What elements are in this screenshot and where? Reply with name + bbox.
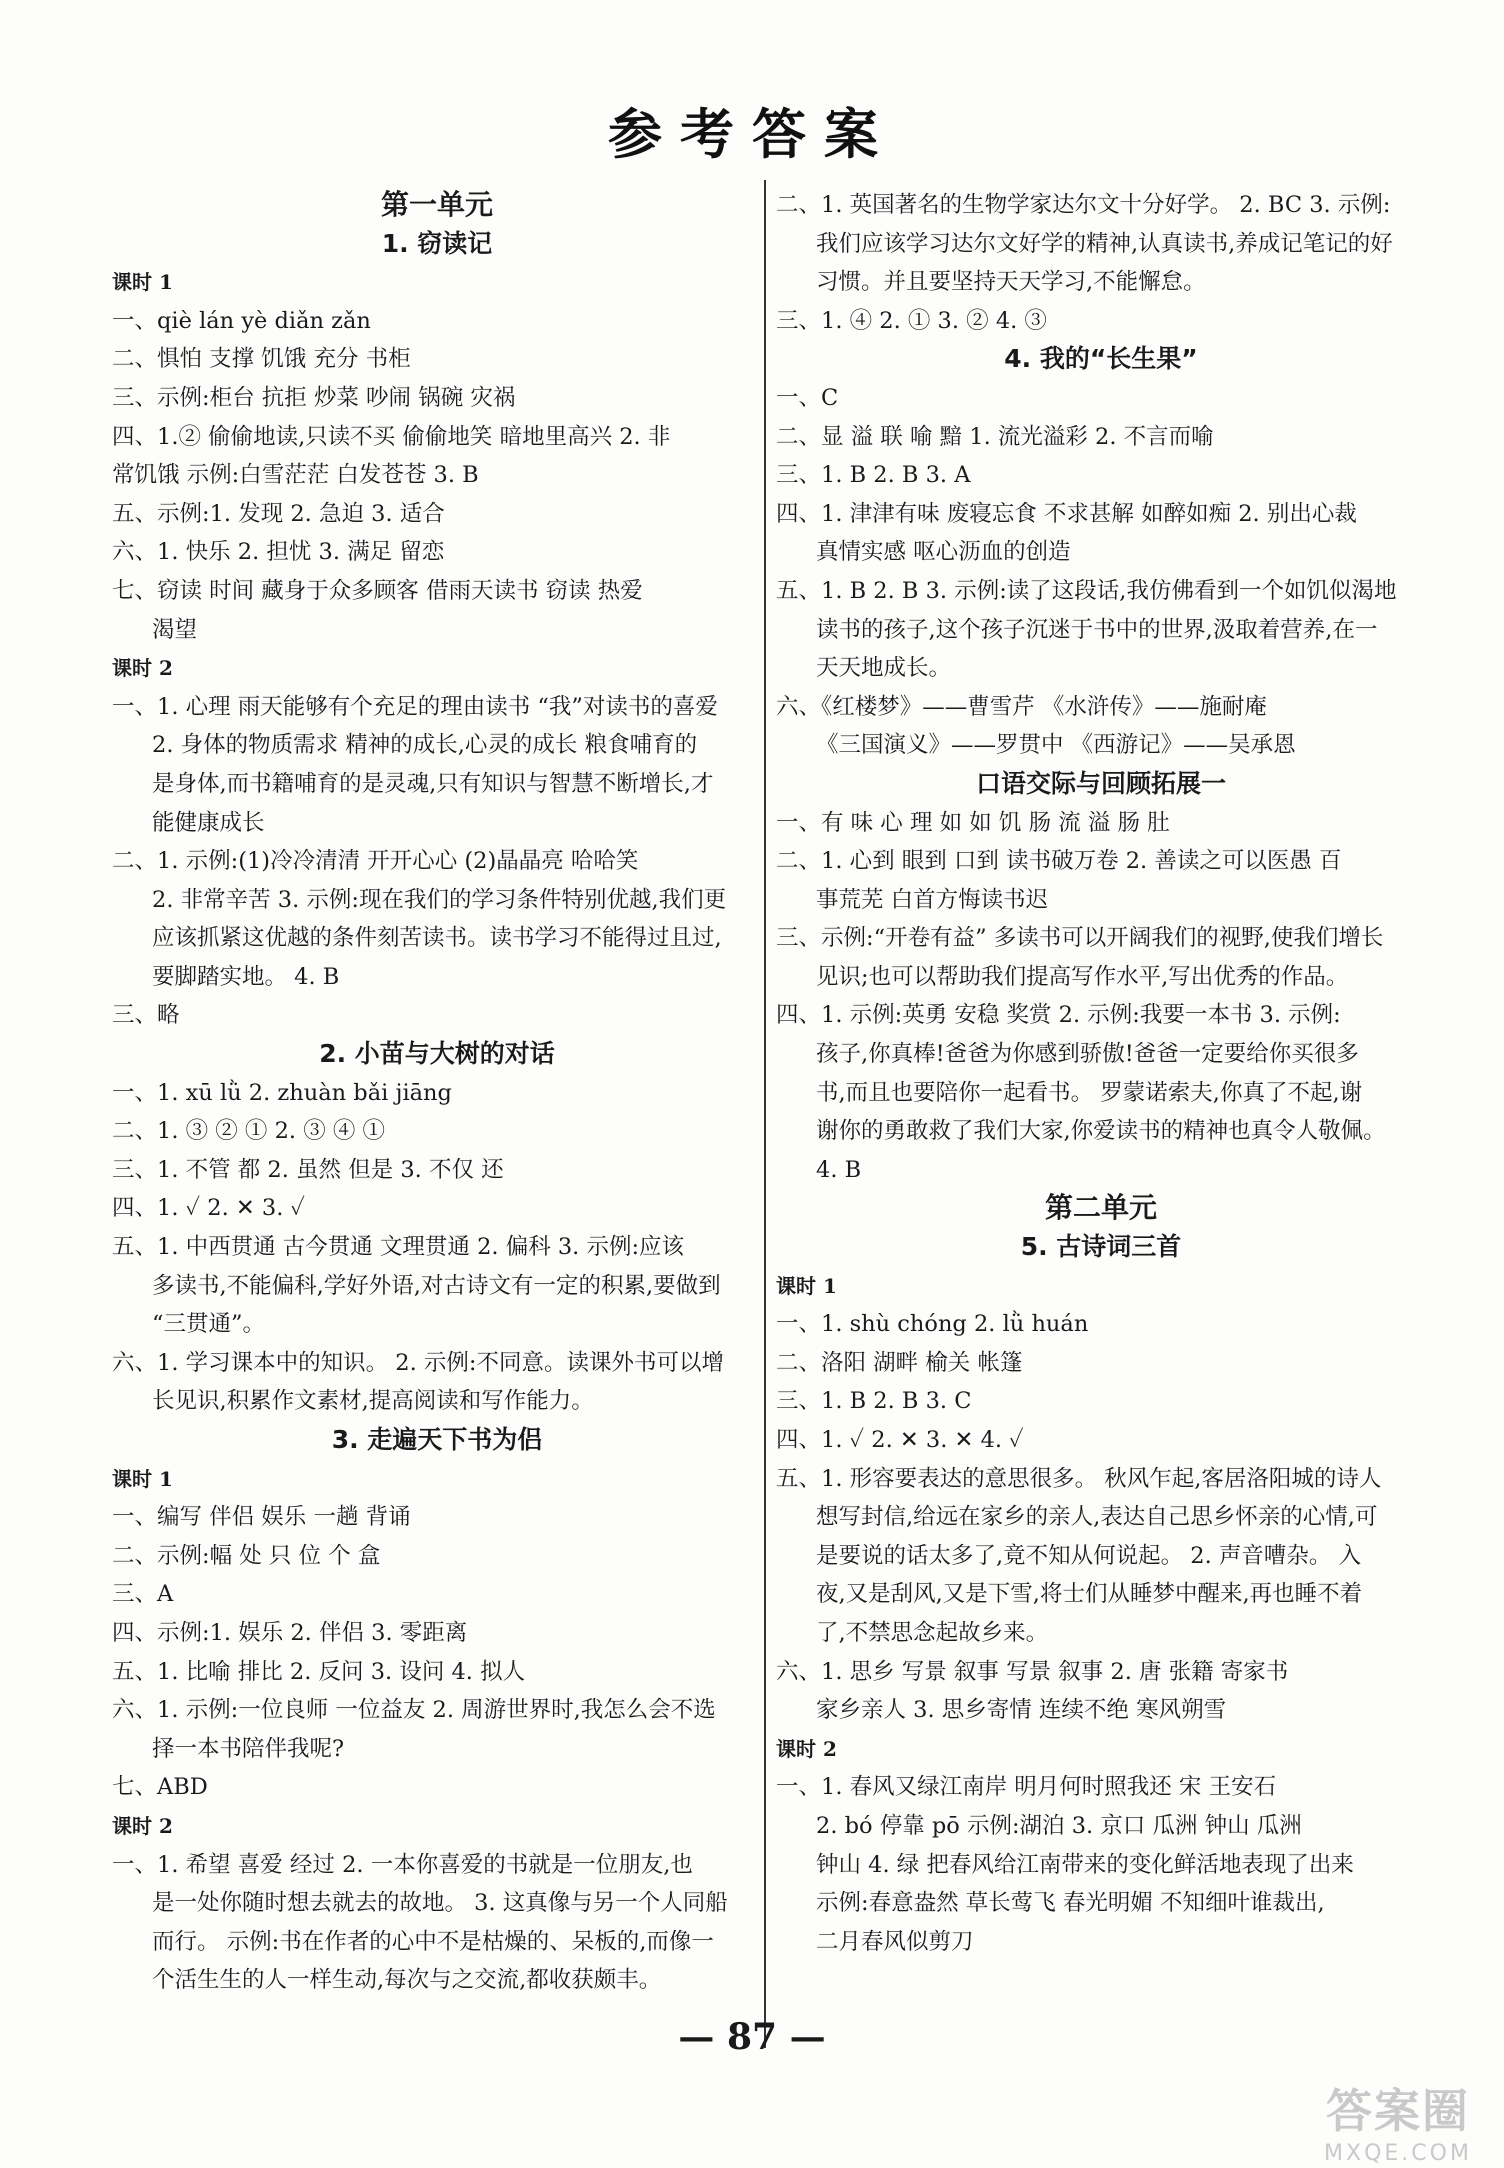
page-title: 参考答案 — [608, 103, 896, 166]
answer-line: 三、1. B 2. B 3. C — [776, 1388, 972, 1415]
answer-line: 四、1. 津津有味 废寝忘食 不求甚解 如醉如痴 2. 别出心裁 — [776, 500, 1357, 527]
answer-line: 多读书,不能偏科,学好外语,对古诗文有一定的积累,要做到 — [152, 1272, 721, 1299]
answer-line: 二、1. ③ ② ① 2. ③ ④ ① — [112, 1118, 385, 1145]
lesson-heading: 3. 走遍天下书为侣 — [331, 1425, 543, 1454]
answer-line: 是一处你随时想去就去的故地。 3. 这真像与另一个人同船 — [152, 1890, 728, 1917]
unit-heading: 第二单元 — [1044, 1191, 1157, 1225]
answer-line: 示例:春意盎然 草长莺飞 春光明媚 不知细叶谁裁出, — [816, 1890, 1325, 1917]
answer-line: 渴望 — [152, 616, 198, 643]
answer-line: 六、1. 快乐 2. 担忧 3. 满足 留恋 — [112, 539, 445, 566]
answer-line: 一、1. 心理 雨天能够有个充足的理由读书 “我”对读书的喜爱 — [112, 693, 718, 720]
lesson-heading: 1. 窃读记 — [381, 228, 493, 258]
answer-line: 四、1. ✓ 2. ✕ 3. ✓ — [112, 1195, 306, 1222]
page-number: — 87 — — [678, 2016, 826, 2058]
unit-heading: 第一单元 — [380, 188, 493, 221]
answer-line: 二、显 溢 联 喻 黯 1. 流光溢彩 2. 不言而喻 — [776, 423, 1214, 450]
answer-line: 一、qiè lán yè diǎn zǎn — [112, 307, 371, 334]
answer-line: 天天地成长。 — [816, 655, 952, 682]
answer-line: 四、1. ✓ 2. ✕ 3. ✕ 4. ✓ — [776, 1427, 1024, 1453]
answer-line: 读书的孩子,这个孩子沉迷于书中的世界,汲取着营养,在一 — [816, 616, 1378, 643]
answer-line: 而行。 示例:书在作者的心中不是枯燥的、呆板的,而像一 — [152, 1928, 714, 1955]
answer-line: 二、惧怕 支撑 饥饿 充分 书柜 — [112, 346, 411, 373]
answer-line: 六、《红楼梦》——曹雪芹 《水浒传》——施耐庵 — [776, 693, 1267, 720]
answer-line: 谢你的勇敢救了我们大家,你爱读书的精神也真令人敬佩。 — [816, 1118, 1386, 1145]
answer-line: “三贯通”。 — [152, 1311, 266, 1338]
answer-line: 五、1. 比喻 排比 2. 反问 3. 设问 4. 拟人 — [112, 1658, 526, 1685]
answer-line: 想写封信,给远在家乡的亲人,表达自己思乡怀亲的心情,可 — [816, 1504, 1378, 1531]
answer-line: 孩子,你真棒!爸爸为你感到骄傲!爸爸一定要给你买很多 — [816, 1041, 1359, 1068]
watermark-text: 答案圈 — [1326, 2083, 1470, 2138]
answer-line: 了,不禁思念起故乡来。 — [816, 1619, 1049, 1646]
answer-line: 2. bó 停靠 pō 示例:湖泊 3. 京口 瓜洲 钟山 瓜洲 — [816, 1812, 1302, 1839]
answer-line: 七、窃读 时间 藏身于众多顾客 借雨天读书 窃读 热爱 — [112, 577, 643, 604]
answer-line: 六、1. 思乡 写景 叙事 写景 叙事 2. 唐 张籍 寄家书 — [776, 1658, 1289, 1685]
answer-line: 三、A — [112, 1581, 174, 1608]
answer-line: 一、1. 希望 喜爱 经过 2. 一本你喜爱的书就是一位朋友,也 — [112, 1851, 693, 1878]
answer-line: 二、洛阳 湖畔 榆关 帐篷 — [776, 1349, 1023, 1376]
answer-line: 常饥饿 示例:白雪茫茫 白发苍苍 3. B — [112, 462, 479, 489]
answer-line: 长见识,积累作文素材,提高阅读和写作能力。 — [152, 1388, 594, 1415]
answer-line: 见识;也可以帮助我们提高写作水平,写出优秀的作品。 — [816, 963, 1349, 990]
answer-line: 七、ABD — [112, 1774, 208, 1801]
answer-line: 钟山 4. 绿 把春风给江南带来的变化鲜活地表现了出来 — [816, 1851, 1354, 1878]
answer-line: 二月春风似剪刀 — [816, 1928, 974, 1955]
answer-line: 一、编写 伴侣 娱乐 一趟 背诵 — [112, 1504, 411, 1531]
answer-line: 二、1. 心到 眼到 口到 读书破万卷 2. 善读之可以医愚 百 — [776, 848, 1342, 875]
answer-line: 真情实感 呕心沥血的创造 — [816, 539, 1071, 566]
lesson-heading: 4. 我的“长生果” — [1004, 344, 1198, 374]
answer-line: 2. 身体的物质需求 精神的成长,心灵的成长 粮食哺育的 — [152, 732, 698, 759]
answer-line: 择一本书陪伴我呢? — [152, 1735, 345, 1762]
answer-line: 一、C — [776, 384, 839, 411]
answer-line: 五、1. 形容要表达的意思很多。 秋风乍起,客居洛阳城的诗人 — [776, 1465, 1382, 1492]
answer-line: 二、1. 示例:(1)冷冷清清 开开心心 (2)晶晶亮 哈哈笑 — [112, 848, 639, 875]
answer-line: 2. 非常辛苦 3. 示例:现在我们的学习条件特别优越,我们更 — [152, 886, 727, 913]
answer-line: 三、1. 不管 都 2. 虽然 但是 3. 不仅 还 — [112, 1156, 504, 1183]
lesson-heading: 2. 小苗与大树的对话 — [319, 1039, 555, 1069]
answer-line: 我们应该学习达尔文好学的精神,认真读书,养成记笔记的好 — [816, 230, 1393, 257]
answer-line: 三、示例:柜台 抗拒 炒菜 吵闹 锅碗 灾祸 — [112, 384, 516, 411]
lesson-period-label: 课时 1 — [776, 1273, 837, 1298]
answer-line: 一、1. xū lǜ 2. zhuàn bǎi jiāng — [112, 1079, 452, 1106]
lesson-period-label: 课时 2 — [112, 1813, 173, 1838]
lesson-period-label: 课时 2 — [112, 656, 173, 681]
answer-line: 四、1. 示例:英勇 安稳 奖赏 2. 示例:我要一本书 3. 示例: — [776, 1002, 1341, 1029]
answer-line: 能健康成长 — [152, 809, 265, 836]
answer-line: 是要说的话太多了,竟不知从何说起。 2. 声音嘈杂。 入 — [816, 1542, 1362, 1569]
answer-line: 个活生生的人一样生动,每次与之交流,都收获颇丰。 — [152, 1967, 662, 1994]
answer-line: 一、1. shù chóng 2. lǜ huán — [776, 1311, 1089, 1338]
answer-line: 三、1. ④ 2. ① 3. ② 4. ③ — [776, 307, 1047, 334]
answer-line: 一、1. 春风又绿江南岸 明月何时照我还 宋 王安石 — [776, 1774, 1277, 1801]
answer-line: 五、示例:1. 发现 2. 急迫 3. 适合 — [112, 500, 445, 527]
left-column — [112, 186, 762, 2000]
answer-line: 四、1.② 偷偷地读,只读不买 偷偷地笑 暗地里高兴 2. 非 — [112, 423, 671, 450]
answer-line: 书,而且也要陪你一起看书。 罗蒙诺索夫,你真了不起,谢 — [816, 1079, 1363, 1106]
answer-line: 要脚踏实地。 4. B — [152, 963, 340, 990]
answer-line: 六、1. 学习课本中的知识。 2. 示例:不同意。读课外书可以增 — [112, 1349, 724, 1376]
watermark-url: MXQE.COM — [1324, 2140, 1472, 2166]
answer-line: 一、有 味 心 理 如 如 饥 肠 流 溢 肠 肚 — [776, 809, 1170, 836]
lesson-period-label: 课时 1 — [112, 1466, 173, 1491]
lesson-period-label: 课时 2 — [776, 1736, 837, 1761]
answer-line: 《三国演义》——罗贯中 《西游记》——吴承恩 — [816, 732, 1296, 759]
answer-line: 五、1. 中西贯通 古今贯通 文理贯通 2. 偏科 3. 示例:应该 — [112, 1234, 685, 1261]
answer-line: 应该抓紧这优越的条件刻苦读书。读书学习不能得过且过, — [152, 925, 722, 952]
answer-line: 二、示例:幅 处 只 位 个 盒 — [112, 1542, 381, 1569]
answer-line: 五、1. B 2. B 3. 示例:读了这段话,我仿佛看到一个如饥似渴地 — [776, 577, 1397, 604]
lesson-heading: 口语交际与回顾拓展一 — [975, 768, 1226, 798]
answer-line: 二、1. 英国著名的生物学家达尔文十分好学。 2. BC 3. 示例: — [776, 192, 1391, 218]
answer-line: 是身体,而书籍哺育的是灵魂,只有知识与智慧不断增长,才 — [152, 770, 714, 797]
answer-line: 三、略 — [112, 1002, 180, 1029]
lesson-heading: 5. 古诗词三首 — [1020, 1232, 1182, 1262]
column-divider — [764, 180, 766, 2048]
lesson-period-label: 课时 1 — [112, 270, 173, 295]
answer-line: 四、示例:1. 娱乐 2. 伴侣 3. 零距离 — [112, 1619, 468, 1646]
answer-line: 家乡亲人 3. 思乡寄情 连续不绝 寒风朔雪 — [816, 1697, 1227, 1724]
watermark-logo — [1300, 2078, 1496, 2166]
answer-line: 4. B — [816, 1156, 862, 1183]
answer-line: 三、1. B 2. B 3. A — [776, 462, 971, 489]
right-column — [776, 186, 1426, 1961]
answer-line: 三、示例:“开卷有益” 多读书可以开阔我们的视野,使我们增长 — [776, 925, 1384, 952]
answer-line: 夜,又是刮风,又是下雪,将士们从睡梦中醒来,再也睡不着 — [816, 1581, 1363, 1608]
answer-line: 习惯。并且要坚持天天学习,不能懈怠。 — [816, 269, 1206, 296]
answer-line: 事荒芜 白首方悔读书迟 — [816, 886, 1049, 913]
answer-line: 六、1. 示例:一位良师 一位益友 2. 周游世界时,我怎么会不选 — [112, 1697, 716, 1724]
